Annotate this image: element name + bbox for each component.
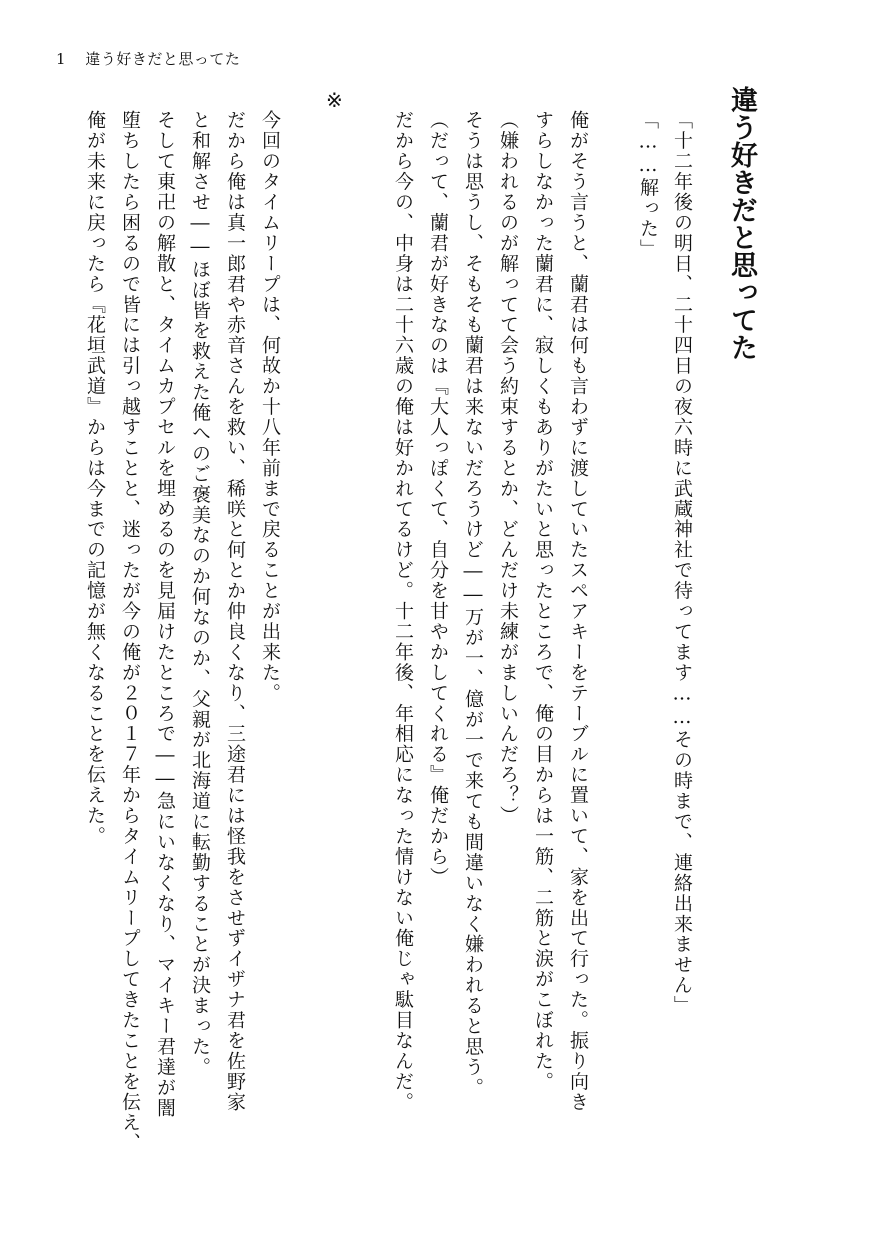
text-column: （嫌われるのが解ってて会う約束するとか、どんだけ未練がましいんだろ？） [497,110,519,826]
text-column: 「……解った」 [637,110,659,260]
text-column: そして東卍の解散と、タイムカプセルを埋めるのを見届けたところで――急にいなくなり、マイキー君達が闇 [154,110,176,1119]
text-column: すらしなかった蘭君に、寂しくもありがたいと思ったところで、俺の目からは一筋、二筋と涙がこぼれた。 [532,110,554,1092]
text-column: 俺がそう言うと、蘭君は何も言わずに渡していたスペアキーをテーブルに置いて、家を出て行った。振り向き [567,110,589,1113]
text-column: 「十二年後の明日、二十四日の夜六時に武蔵神社で待ってます……その時まで、連絡出来ません」 [671,110,693,1016]
text-column: そうは思うし、そもそも蘭君は来ないだろうけど――万が一、億が一で来ても間違いなく嫌われると思う。 [462,110,484,1098]
section-marker: ※ [326,88,343,112]
text-column: だから今の、中身は二十六歳の俺は好かれてるけど。十二年後、年相応になった情けない俺じゃ駄目なんだ。 [392,110,414,1113]
text-column: と和解させ――ほぼ皆を救えた俺へのご褒美なのか何なのか、父親が北海道に転勤することが決まった。 [189,110,211,1078]
text-column: 俺が未来に戻ったら『花垣武道』からは今までの記憶が無くなることを伝えた。 [84,110,106,847]
page-number: 1 [56,50,67,68]
chapter-title: 違う好きだと思ってた [726,86,757,361]
text-column: だから俺は真一郎君や赤音さんを救い、稀咲と何とか仲良くなり、三途君には怪我をさせずイザナ君を佐野家 [224,110,246,1113]
running-title: 違う好きだと思ってた [85,50,241,68]
text-column: 今回のタイムリープは、何故か十八年前まで戻ることが出来た。 [259,110,281,704]
text-column: 堕ちしたら困るので皆には引っ越すことと、迷ったが今の俺が２０１７年からタイムリープしてきたことを伝え、 [119,110,141,1153]
text-column: （だって、蘭君が好きなのは『大人っぽくて、自分を甘やかしてくれる』俺だから） [427,110,449,888]
